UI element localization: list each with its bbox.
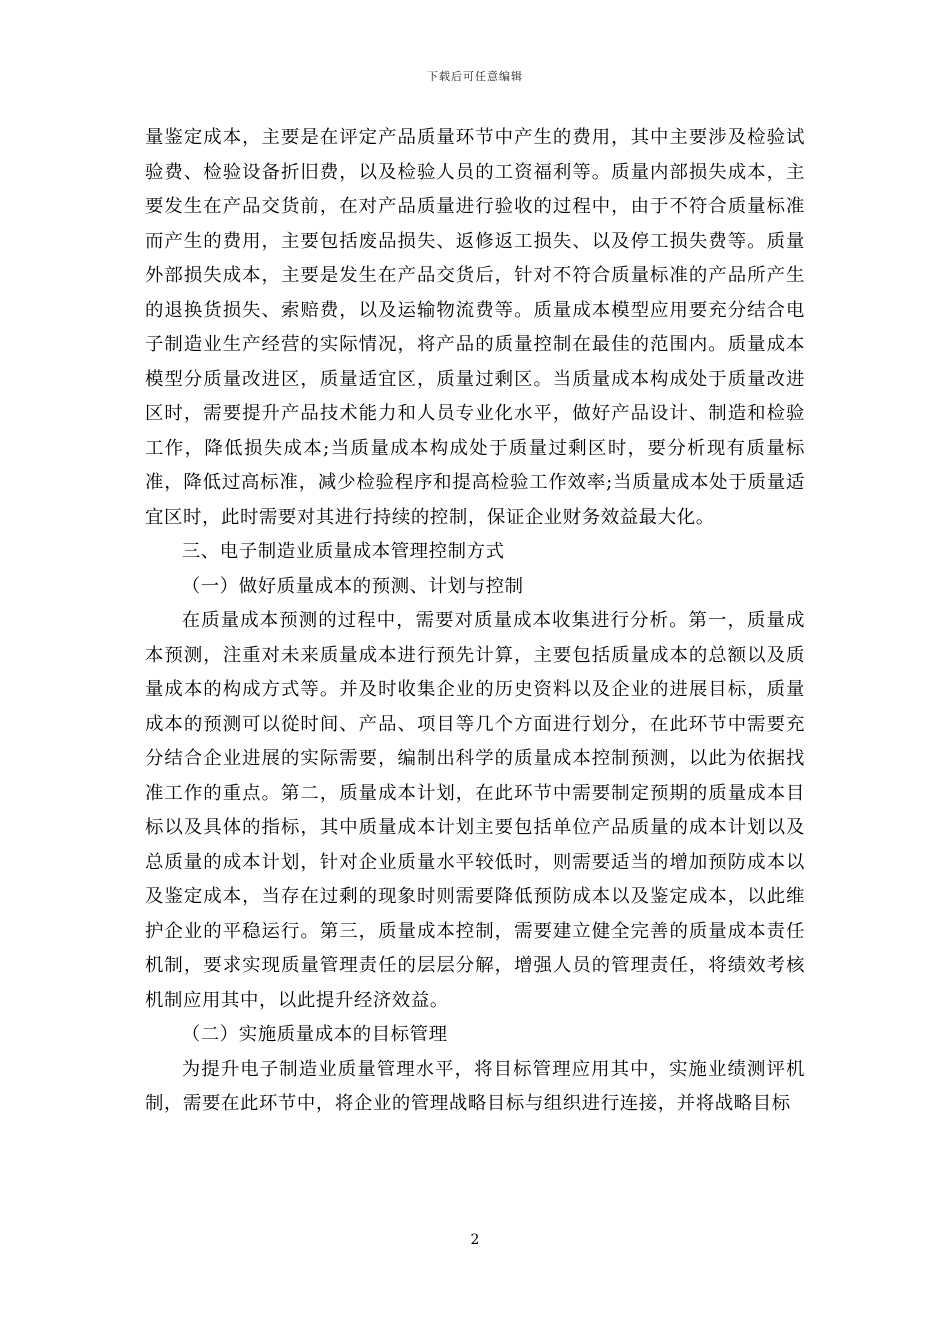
document-body <box>145 121 805 1122</box>
page-header: 下载后可任意编辑 <box>427 70 523 83</box>
paragraph-quality-cost-types: 量鉴定成本，主要是在评定产品质量环节中产生的费用，其中主要涉及检验试验费、检验设备折旧费，以及检验人员的工资福利等。质量内部损失成本，主要发生在产品交货前，在对产品质量进行验收的过程中，由于不符合质量标准而产生的费用，主要包括废品损失、返修返工损失、以及停工损失费等。质量外部损失成本，主要是发生在产品交货后，针对不符合质量标准的产品所产生的退换货损失、索赔费，以及运输物流费等。质量成本模型应用要充分结合电子制造业生产经营的实际情况，将产品的质量控制在最佳的范围内。质量成本模型分质量改进区，质量适宜区，质量过剩区。当质量成本构成处于质量改进区时，需要提升产品技术能力和人员专业化水平，做好产品设计、制造和检验工作，降低损失成本;当质量成本构成处于质量过剩区时，要分析现有质量标准，降低过高标准，减少检验程序和提高检验工作效率;当质量成本处于质量适宜区时，此时需要对其进行持续的控制，保证企业财务效益最大化。 <box>145 127 805 528</box>
paragraph-target-management: 为提升电子制造业质量管理水平，将目标管理应用其中，实施业绩测评机制，需要在此环节中，将企业的管理战略目标与组织进行连接，并将战略目标 <box>145 1058 805 1114</box>
subsection-heading-1: （一）做好质量成本的预测、计划与控制 <box>181 575 524 597</box>
section-heading-3: 三、电子制造业质量成本管理控制方式 <box>181 541 505 562</box>
subsection-heading-2: （二）实施质量成本的目标管理 <box>181 1024 448 1045</box>
paragraph-forecast-plan-control: 在质量成本预测的过程中，需要对质量成本收集进行分析。第一，质量成本预测，注重对未来质量成本进行预先计算，主要包括质量成本的总额以及质量成本的构成方式等。并及时收集企业的历史资料以及企业的进展目标，质量成本的预测可以從时间、产品、项目等几个方面进行划分，在此环节中需要充分结合企业进展的实际需要，编制出科学的质量成本控制预测，以此为依据找准工作的重点。第二，质量成本计划，在此环节中需要制定预期的质量成本目标以及具体的指标，其中质量成本计划主要包括单位产品质量的成本计划以及总质量的成本计划，针对企业质量水平较低时，则需要适当的增加预防成本以及鉴定成本，当存在过剩的现象时则需要降低预防成本以及鉴定成本，以此维护企业的平稳运行。第三，质量成本控制，需要建立健全完善的质量成本责任机制，要求实现质量管理责任的层层分解，增强人员的管理责任，将绩效考核机制应用其中，以此提升经济效益。 <box>145 610 805 1011</box>
page-number: 2 <box>470 1232 480 1248</box>
